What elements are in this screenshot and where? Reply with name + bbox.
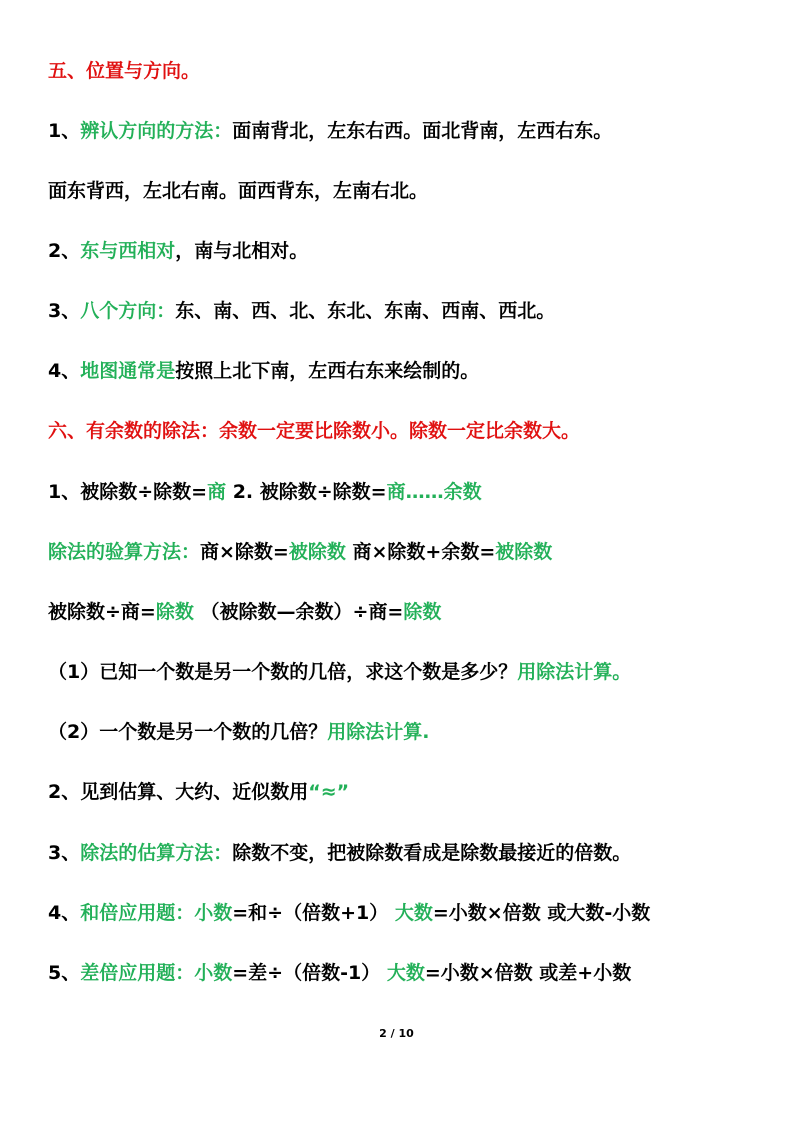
- heading-position-direction: [48, 58, 200, 84]
- text-segment: 面南背北，左东右西。面北背南，左西右东。: [232, 120, 613, 142]
- text-segment: 4、: [48, 902, 81, 924]
- text-segment: 4、: [48, 360, 81, 382]
- text-segment: 辨认方向的方法：: [80, 120, 233, 142]
- text-segment: =和÷（倍数+1）: [232, 902, 395, 924]
- text-segment: 2、见到估算、大约、近似数用: [48, 781, 309, 803]
- text-segment: 商: [207, 481, 227, 503]
- text-segment: 五、位置与方向。: [48, 60, 201, 82]
- text-segment: 1、: [48, 120, 81, 142]
- text-segment: （2）一个数是另一个数的几倍？: [48, 721, 328, 743]
- text-segment: 5、: [48, 962, 81, 984]
- text-segment: 被除数: [495, 541, 553, 563]
- note-question-2: [48, 719, 429, 745]
- text-segment: 被除数: [288, 541, 346, 563]
- text-segment: 按照上北下南，左西右东来绘制的。: [175, 360, 480, 382]
- text-segment: 1、被除数÷除数=: [48, 481, 208, 503]
- text-segment: 大数: [394, 902, 433, 924]
- text-segment: 东与西相对: [80, 240, 176, 262]
- division-check-divisor: [48, 599, 441, 625]
- text-segment: 东、南、西、北、东北、东南、西南、西北。: [175, 300, 556, 322]
- text-segment: 和倍应用题：小数: [80, 902, 233, 924]
- text-segment: 八个方向：: [80, 300, 176, 322]
- text-segment: 除法的验算方法：: [48, 541, 201, 563]
- text-segment: 六、有余数的除法：余数一定要比除数小。除数一定比余数大。: [48, 420, 581, 442]
- rule-identify-direction: [48, 118, 612, 144]
- text-segment: 地图通常是: [80, 360, 176, 382]
- rule-estimate-symbol: [48, 779, 349, 805]
- text-segment: 3、: [48, 300, 81, 322]
- text-segment: ，南与北相对。: [175, 240, 309, 262]
- text-segment: 商×除数=: [200, 541, 289, 563]
- rule-map-orientation: [48, 358, 479, 384]
- text-segment: 除数不变，把被除数看成是除数最接近的倍数。: [232, 842, 632, 864]
- rule-difference-multiple: [48, 960, 631, 986]
- text-segment: 除法的估算方法：: [80, 842, 233, 864]
- text-segment: 被除数÷商=: [48, 601, 156, 623]
- rule-sum-multiple: [48, 900, 650, 926]
- text-segment: 面东背西，左北右南。面西背东，左南右北。: [48, 180, 429, 202]
- note-question-1: [48, 659, 631, 685]
- rule-division-estimate: [48, 840, 631, 866]
- text-segment: 差倍应用题：小数: [80, 962, 233, 984]
- rule-identify-direction-cont: [48, 178, 428, 204]
- text-segment: 2. 被除数÷除数=: [226, 481, 387, 503]
- text-segment: “≈”: [308, 781, 350, 803]
- text-segment: 除数: [403, 601, 442, 623]
- text-segment: 用除法计算.: [327, 721, 430, 743]
- rule-opposite-directions: [48, 238, 308, 264]
- text-segment: =差÷（倍数-1）: [232, 962, 387, 984]
- text-segment: 除数: [155, 601, 194, 623]
- text-segment: （1）已知一个数是另一个数的几倍，求这个数是多少？: [48, 661, 518, 683]
- formula-quotient-remainder: [48, 479, 482, 505]
- text-segment: =小数×倍数 或差+小数: [424, 962, 632, 984]
- text-segment: 2、: [48, 240, 81, 262]
- text-segment: 3、: [48, 842, 81, 864]
- rule-eight-directions: [48, 298, 555, 324]
- text-segment: 用除法计算。: [517, 661, 632, 683]
- page-number: 2 / 10: [379, 1027, 414, 1040]
- text-segment: 商×除数+余数=: [345, 541, 496, 563]
- text-segment: 商……余数: [386, 481, 482, 503]
- text-segment: =小数×倍数 或大数-小数: [432, 902, 651, 924]
- text-segment: （被除数—余数）÷商=: [193, 601, 404, 623]
- heading-division-remainder: [48, 418, 580, 444]
- division-check-method: [48, 539, 552, 565]
- text-segment: 大数: [386, 962, 425, 984]
